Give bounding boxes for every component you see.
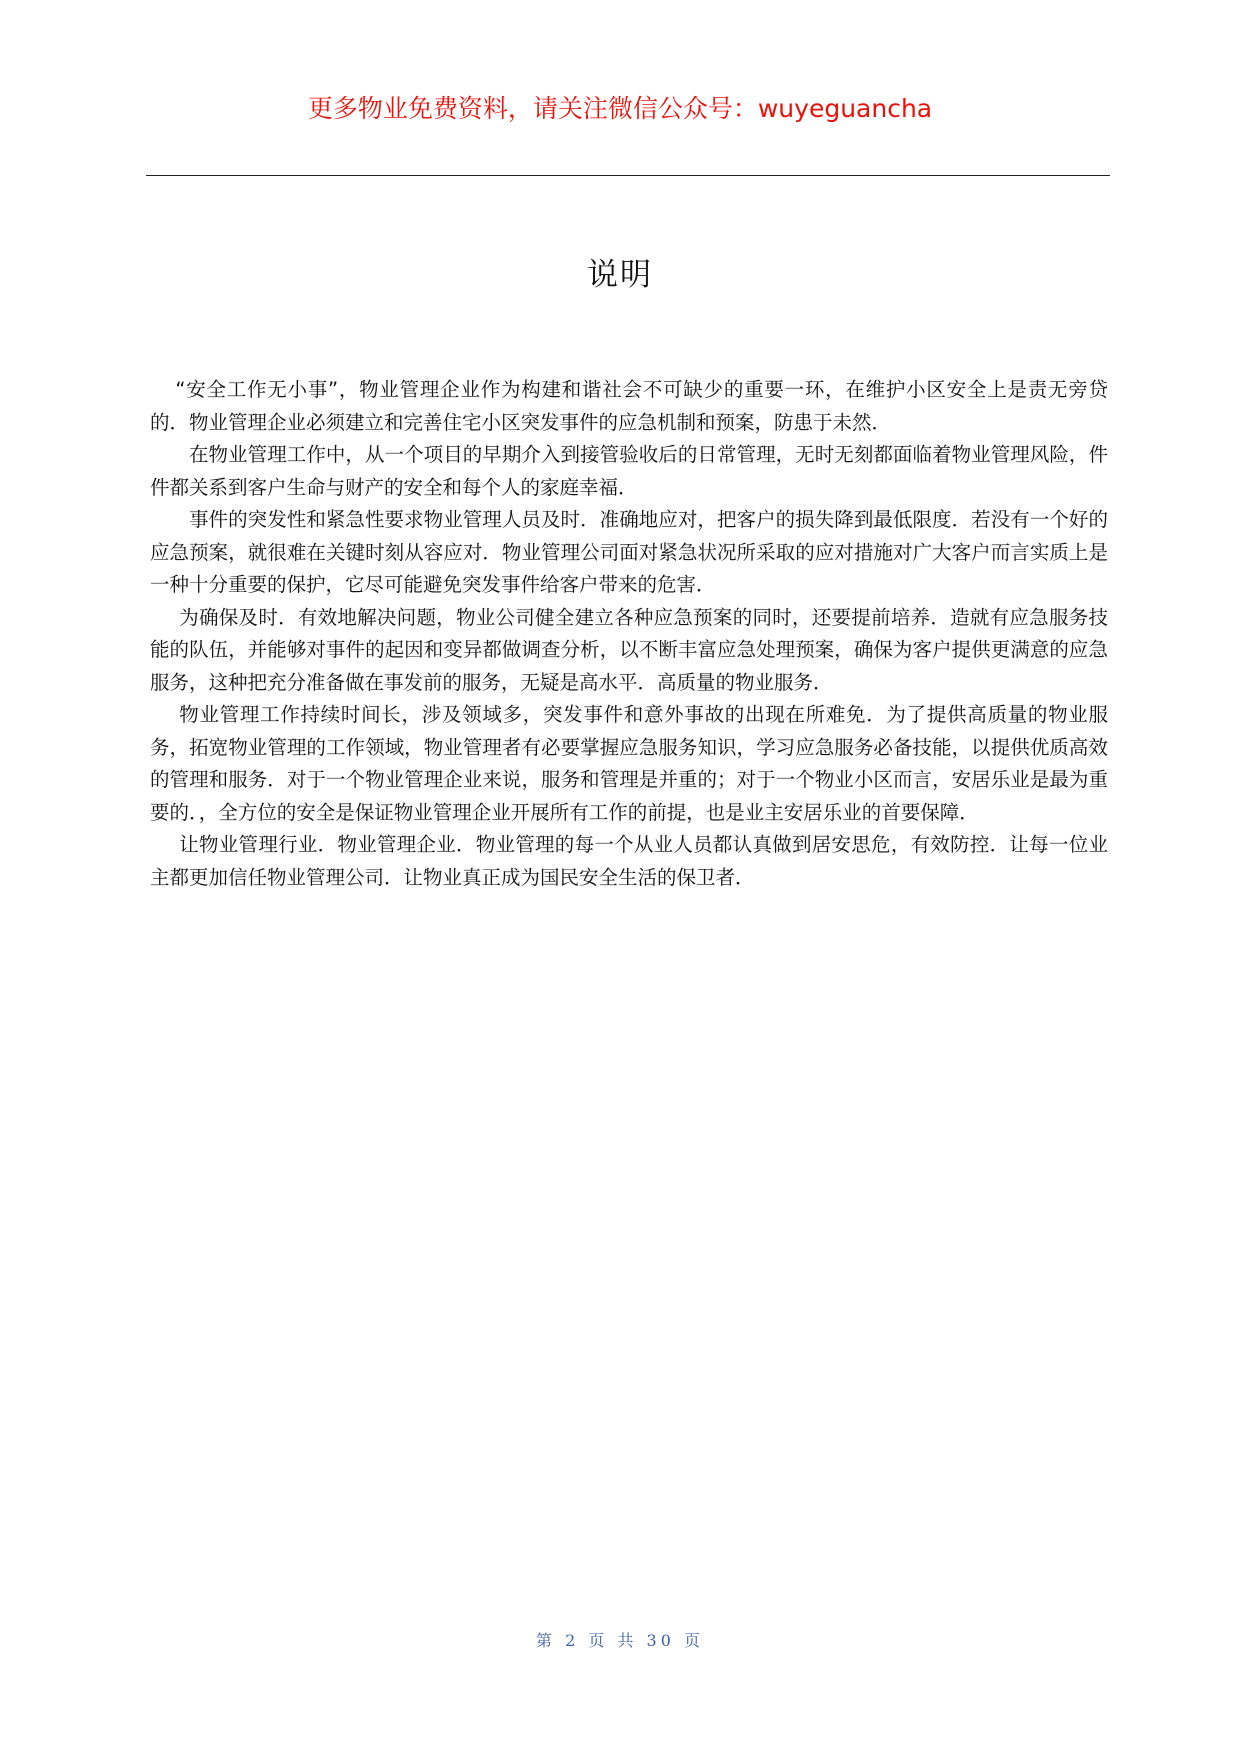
document-body xyxy=(150,374,1108,894)
paragraph: 在物业管理工作中，从一个项目的早期介入到接管验收后的日常管理，无时无刻都面临着物业管理风险，件件都关系到客户生命与财产的安全和每个人的家庭幸福． xyxy=(150,443,1108,499)
document-title: 说明 xyxy=(587,257,653,293)
page-number: 第 2 页 共 30 页 xyxy=(536,1631,704,1650)
header-notice: 更多物业免费资料，请关注微信公众号：wuyeguancha xyxy=(307,94,933,123)
header-divider xyxy=(146,175,1110,176)
paragraph: 事件的突发性和紧急性要求物业管理人员及时．准确地应对，把客户的损失降到最低限度．若没有一个好的应急预案，就很难在关键时刻从容应对．物业管理公司面对紧急状况所采取的应对措施对广大客户而言实质上是一种十分重要的保护，它尽可能避免突发事件给客户带来的危害． xyxy=(150,508,1108,596)
paragraph: 让物业管理行业．物业管理企业．物业管理的每一个从业人员都认真做到居安思危，有效防控．让每一位业主都更加信任物业管理公司．让物业真正成为国民安全生活的保卫者． xyxy=(150,833,1108,889)
paragraph: “安全工作无小事”，物业管理企业作为构建和谐社会不可缺少的重要一环，在维护小区安全上是责无旁贷的．物业管理企业必须建立和完善住宅小区突发事件的应急机制和预案，防患于未然． xyxy=(150,378,1108,434)
paragraph: 物业管理工作持续时间长，涉及领域多，突发事件和意外事故的出现在所难免．为了提供高质量的物业服务，拓宽物业管理的工作领域，物业管理者有必要掌握应急服务知识，学习应急服务必备技能，以提供优质高效的管理和服务．对于一个物业管理企业来说，服务和管理是并重的；对于一个物业小区而言，安居乐业是最为重要的．，全方位的安全是保证物业管理企业开展所有工作的前提，也是业主安居乐业的首要保障． xyxy=(150,703,1108,824)
paragraph: 为确保及时．有效地解决问题，物业公司健全建立各种应急预案的同时，还要提前培养．造就有应急服务技能的队伍，并能够对事件的起因和变异都做调查分析，以不断丰富应急处理预案，确保为客户提供更满意的应急服务，这种把充分准备做在事发前的服务，无疑是高水平．高质量的物业服务． xyxy=(150,605,1108,694)
